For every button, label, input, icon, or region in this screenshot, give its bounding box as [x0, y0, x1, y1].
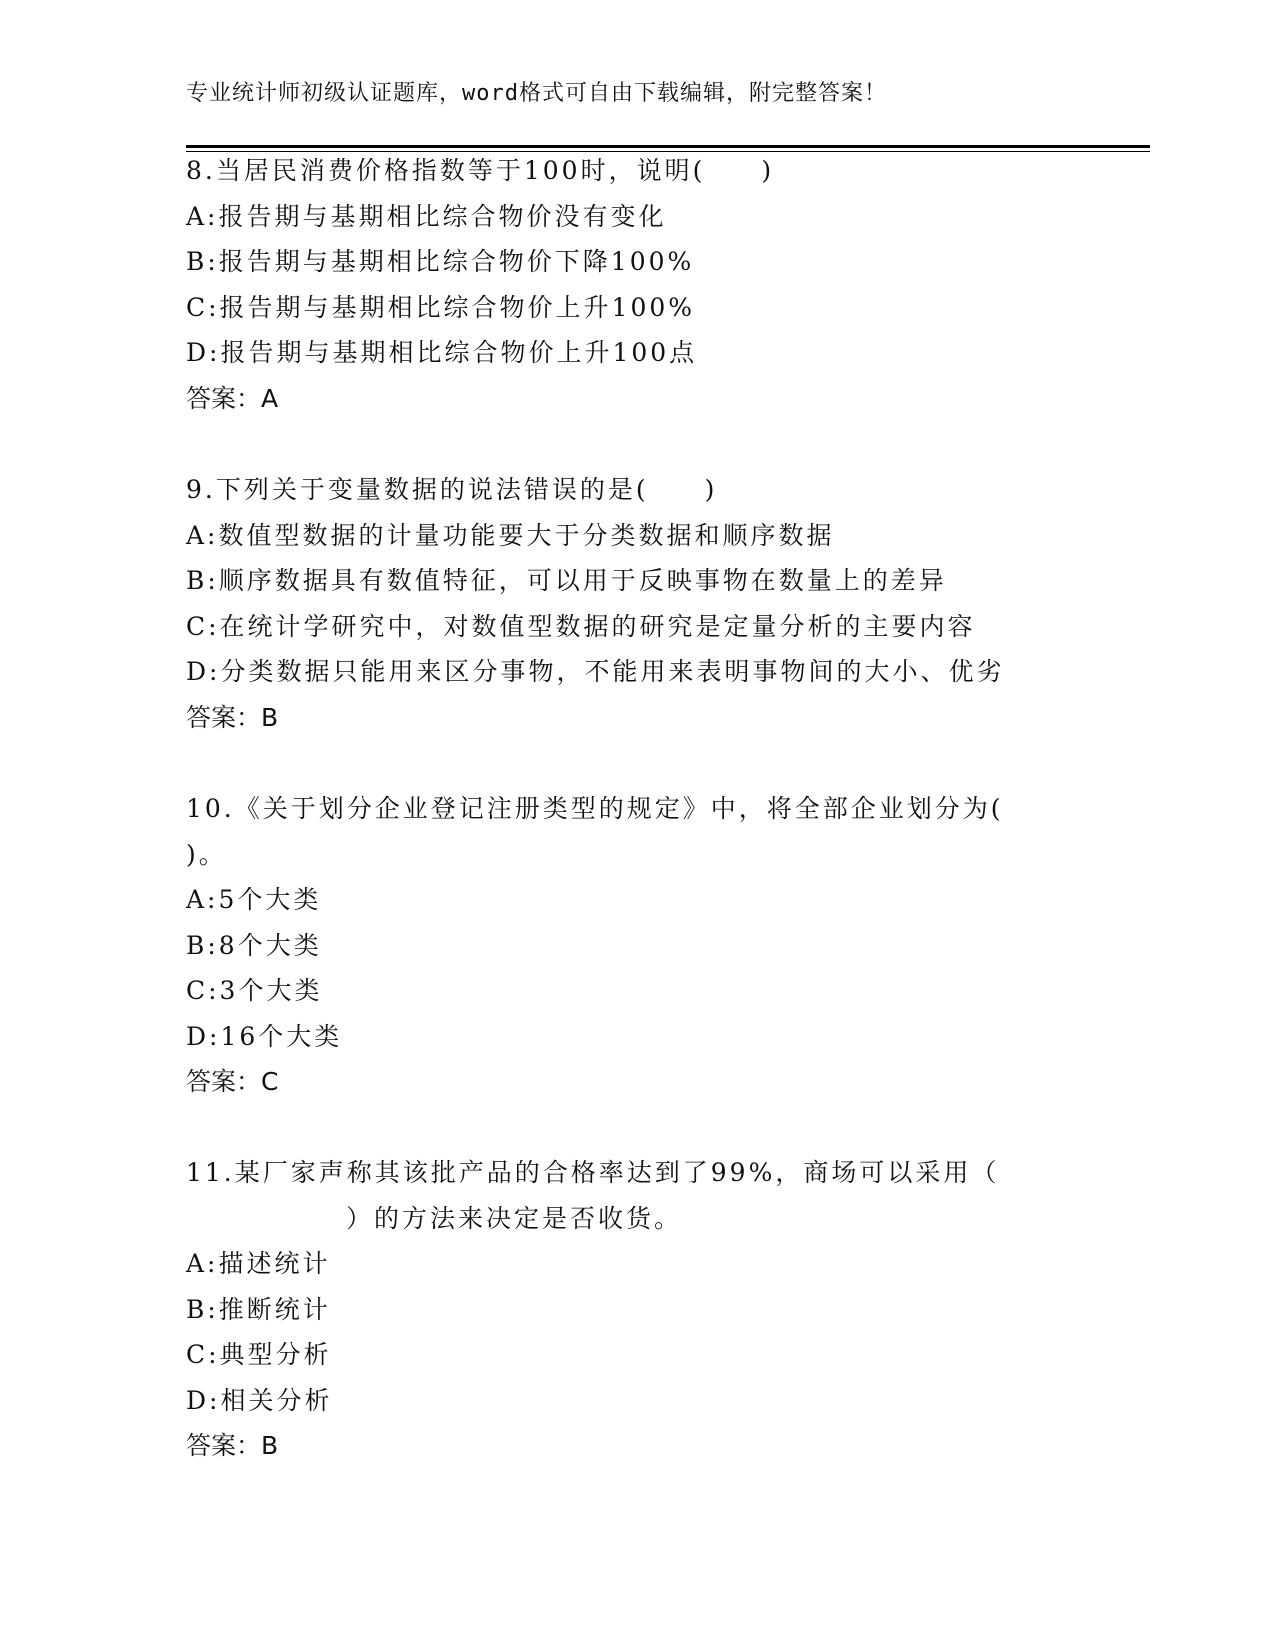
- question-9: [186, 467, 1066, 740]
- answer-label: 答案：B: [186, 702, 279, 732]
- option-b: B:报告期与基期相比综合物价下降100%: [186, 247, 695, 276]
- option-d: D:分类数据只能用来区分事物，不能用来表明事物间的大小、优劣: [186, 657, 1005, 686]
- question-stem: 10.《关于划分企业登记注册类型的规定》中，将全部企业划分为(: [186, 794, 1004, 823]
- question-stem: 11.某厂家声称其该批产品的合格率达到了99%，商场可以采用（: [186, 1158, 1000, 1187]
- option-a: A:数值型数据的计量功能要大于分类数据和顺序数据: [186, 520, 835, 550]
- option-d: D:相关分析: [186, 1385, 333, 1415]
- question-11: [186, 1150, 1066, 1469]
- option-a: A:描述统计: [186, 1249, 331, 1278]
- page-header: 专业统计师初级认证题库，word格式可自由下载编辑，附完整答案！: [186, 81, 887, 106]
- option-a: A:5个大类: [186, 885, 322, 914]
- question-stem: 8.当居民消费价格指数等于100时，说明( ): [186, 156, 775, 185]
- option-c: C:在统计学研究中，对数值型数据的研究是定量分析的主要内容: [186, 611, 976, 641]
- question-10: [186, 786, 1066, 1105]
- option-b: B:8个大类: [186, 930, 322, 960]
- option-a: A:报告期与基期相比综合物价没有变化: [186, 201, 667, 231]
- option-c: C:典型分析: [186, 1340, 332, 1369]
- answer-label: 答案：B: [186, 1431, 279, 1460]
- question-stem-continued: ）的方法来决定是否收货。: [346, 1203, 683, 1233]
- option-b: B:顺序数据具有数值特征，可以用于反映事物在数量上的差异: [186, 566, 947, 595]
- option-d: D:报告期与基期相比综合物价上升100点: [186, 338, 698, 367]
- option-b: B:推断统计: [186, 1294, 331, 1324]
- question-stem: 9.下列关于变量数据的说法错误的是( ): [186, 475, 718, 504]
- question-stem-continued: )。: [186, 839, 227, 869]
- option-d: D:16个大类: [186, 1021, 343, 1051]
- question-8: [186, 148, 1066, 421]
- option-c: C:3个大类: [186, 976, 323, 1005]
- answer-label: 答案：A: [186, 383, 279, 413]
- option-c: C:报告期与基期相比综合物价上升100%: [186, 292, 696, 322]
- answer-label: 答案：C: [186, 1067, 279, 1096]
